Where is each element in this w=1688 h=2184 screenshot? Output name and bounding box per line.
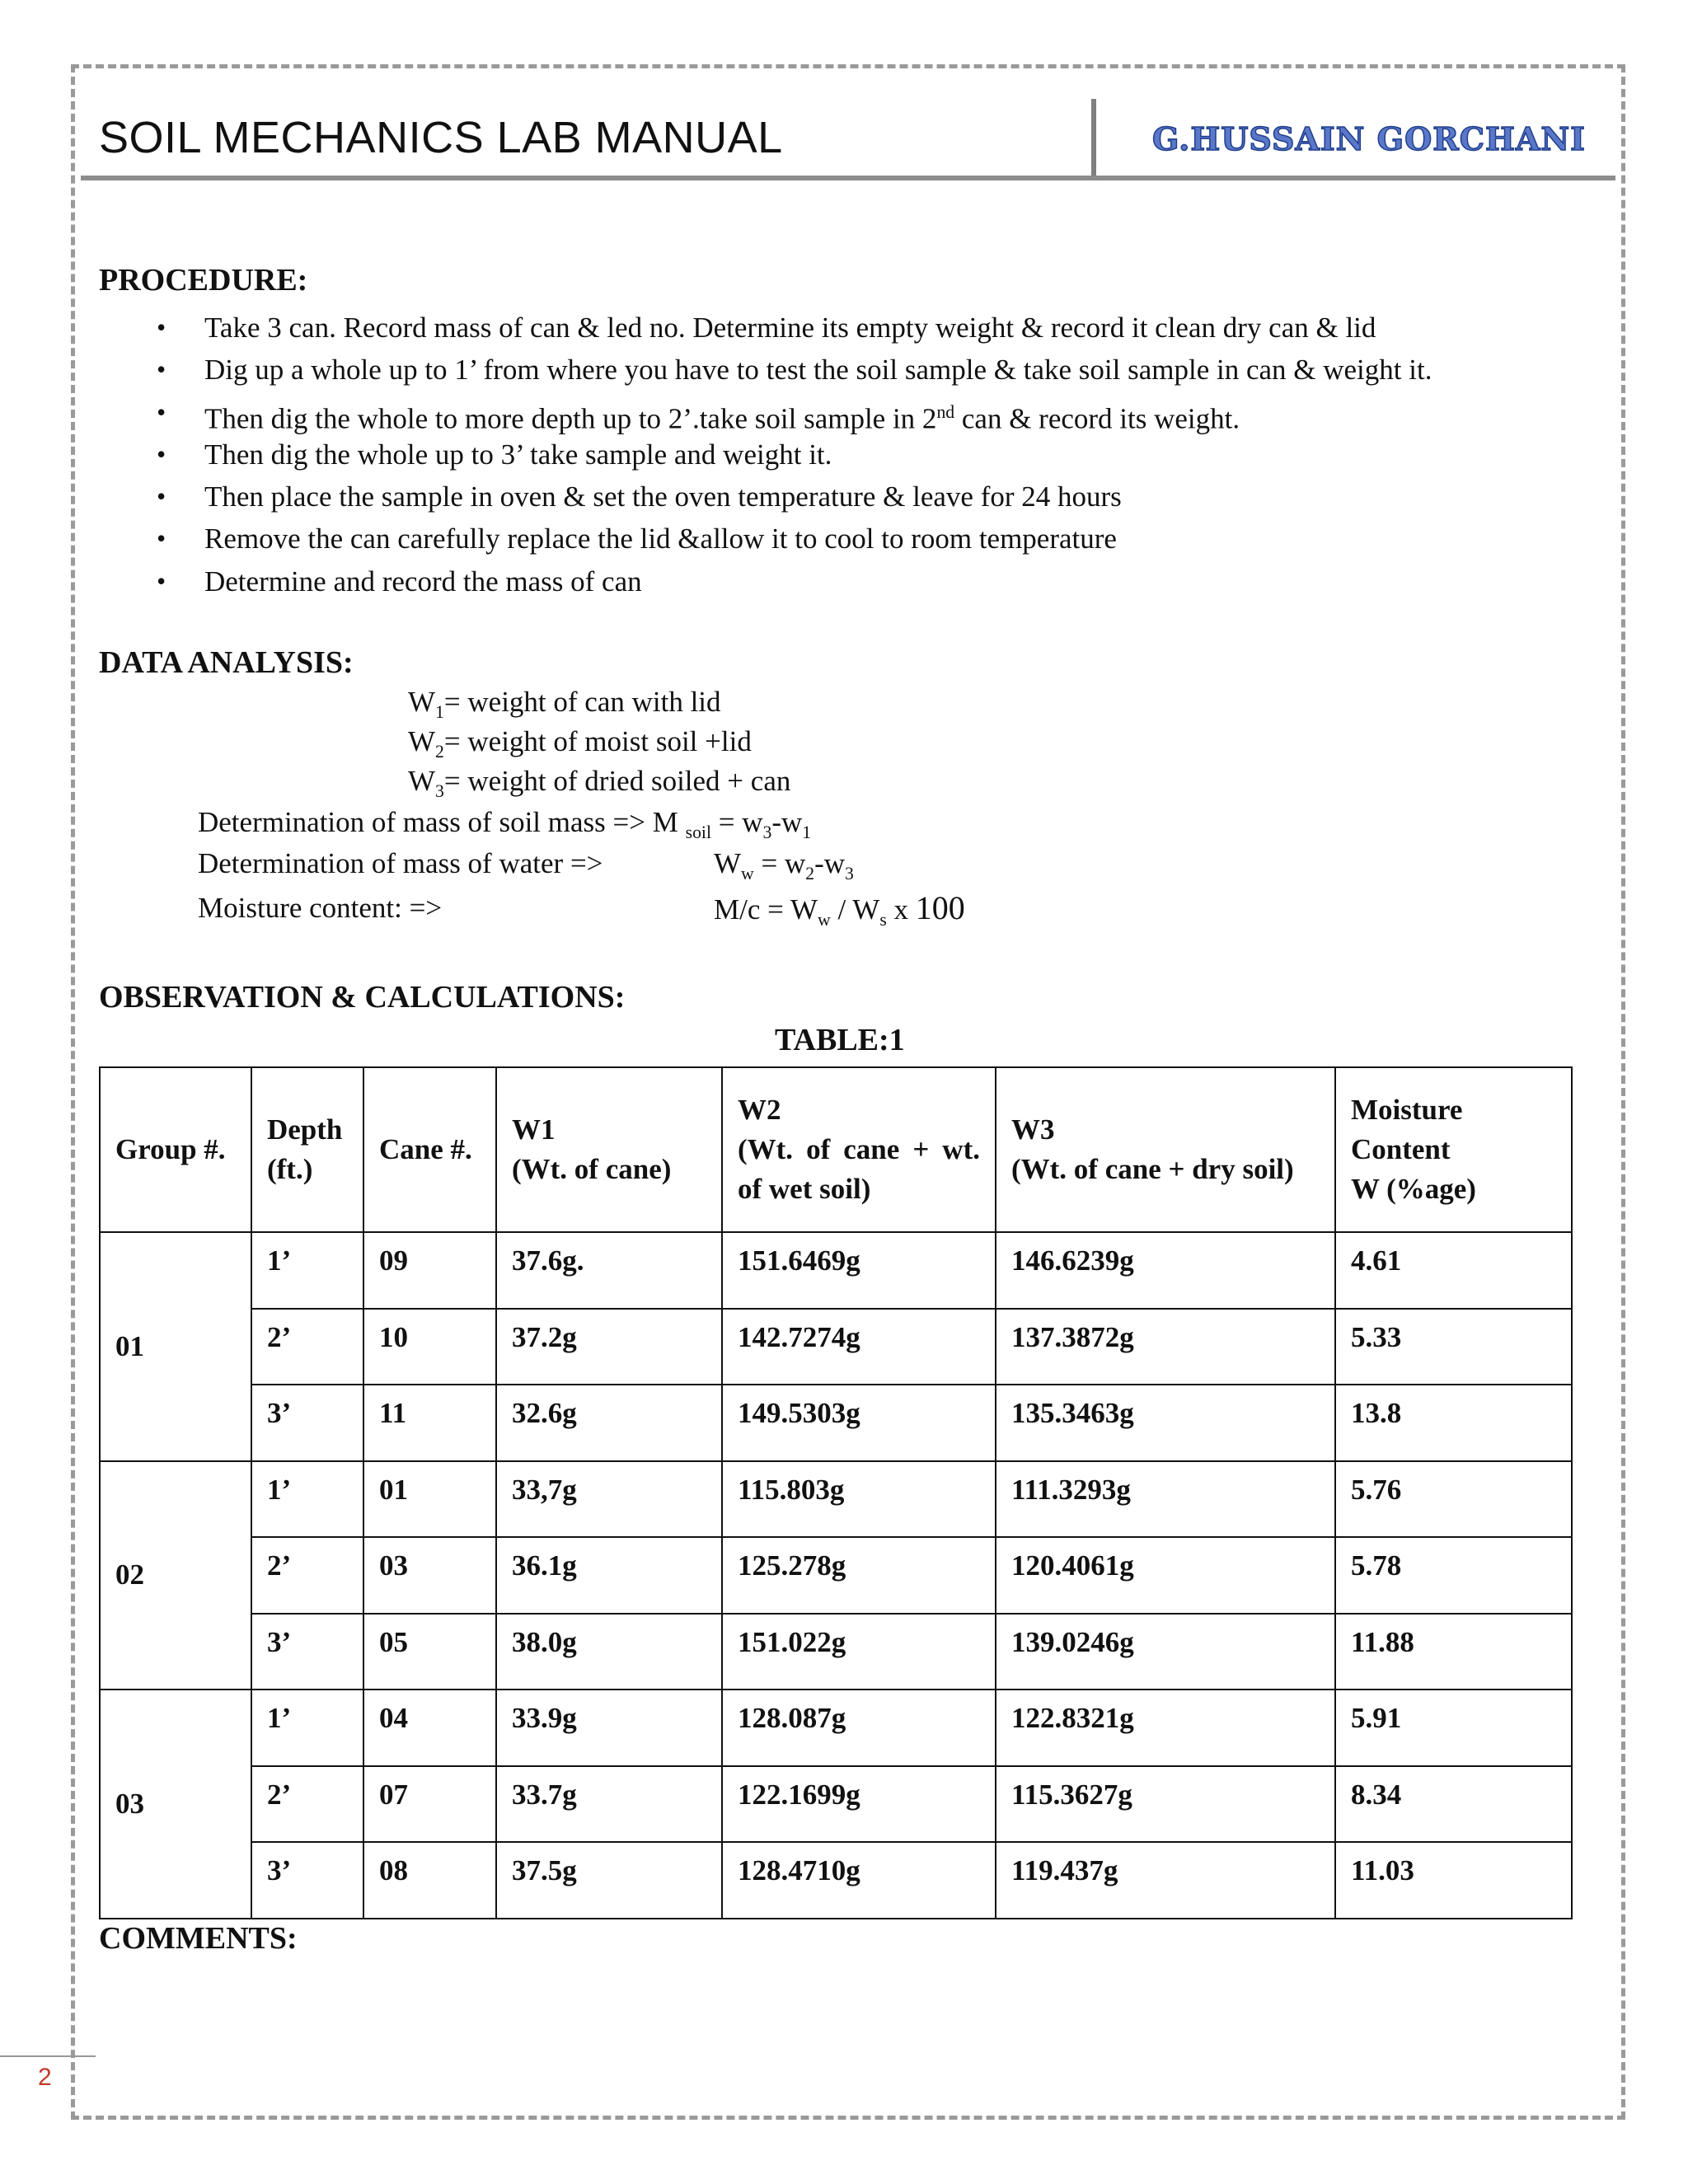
table-cell: 122.8321g	[996, 1690, 1335, 1766]
table-row	[100, 1309, 1572, 1385]
procedure-step: • Then place the sample in oven & set the oven temperature & leave for 24 hours	[157, 476, 1432, 518]
table-row	[100, 1690, 1572, 1766]
table-cell: 3’	[251, 1385, 363, 1461]
observation-table	[99, 1066, 1573, 1919]
table-cell: 37.2g	[496, 1309, 722, 1385]
table-cell: 5.76	[1335, 1461, 1572, 1538]
table-cell: 5.33	[1335, 1309, 1572, 1385]
table-cell: 146.6239g	[996, 1232, 1335, 1309]
table-cell: 11.88	[1335, 1614, 1572, 1690]
table-row	[100, 1232, 1572, 1309]
table-cell: 2’	[251, 1766, 363, 1843]
table-row	[100, 1385, 1572, 1461]
moisture-content-label: Moisture content: =>	[198, 892, 443, 924]
group-cell: 03	[100, 1690, 251, 1919]
table-cell: 5.78	[1335, 1537, 1572, 1614]
observation-heading: OBSERVATION & CALCULATIONS:	[99, 980, 626, 1015]
soil-mass-formula: Determination of mass of soil mass => M $_{soil} = w_3-w_1$	[198, 806, 812, 842]
table-cell: 122.1699g	[722, 1766, 996, 1843]
table-row	[100, 1614, 1572, 1690]
procedure-step: • Remove the can carefully replace the lid &allow it to cool to room temperature	[157, 518, 1432, 560]
table-cell: 120.4061g	[996, 1537, 1335, 1614]
table-cell: 4.61	[1335, 1232, 1572, 1309]
table-row	[100, 1461, 1572, 1538]
table-cell: 01	[363, 1461, 496, 1538]
definition-w3: $W_3=$ weight of dried soiled + can	[408, 765, 791, 801]
table-cell: 128.087g	[722, 1690, 996, 1766]
table-cell: 33.7g	[496, 1766, 722, 1843]
table-cell: 33.9g	[496, 1690, 722, 1766]
column-header-moisture: Moisture Content W (%age)	[1335, 1067, 1572, 1232]
table-row	[100, 1537, 1572, 1614]
header-rule	[81, 176, 1615, 180]
column-header-w1: W1 (Wt. of cane)	[496, 1067, 722, 1232]
header-author: G.HUSSAIN GORCHANI	[1152, 120, 1586, 157]
table-cell: 37.6g.	[496, 1232, 722, 1309]
table-cell: 03	[363, 1537, 496, 1614]
table-cell: 151.6469g	[722, 1232, 996, 1309]
column-header-w2: W2 (Wt. of cane + wt. of wet soil)	[722, 1067, 996, 1232]
comments-heading: COMMENTS:	[99, 1921, 298, 1956]
table-cell: 09	[363, 1232, 496, 1309]
table-cell: 38.0g	[496, 1614, 722, 1690]
table-header-row	[100, 1067, 1572, 1232]
table-cell: 04	[363, 1690, 496, 1766]
table-cell: 149.5303g	[722, 1385, 996, 1461]
column-header-w3: W3 (Wt. of cane + dry soil)	[996, 1067, 1335, 1232]
table-cell: 13.8	[1335, 1385, 1572, 1461]
footer-rule	[0, 2055, 96, 2057]
table-cell: 115.803g	[722, 1461, 996, 1538]
procedure-heading: PROCEDURE:	[99, 263, 308, 298]
procedure-step: • Then dig the whole to more depth up to 2’.take soil sample in 2nd can & record its weight.	[157, 391, 1432, 434]
table-cell: 125.278g	[722, 1537, 996, 1614]
page-number: 2	[38, 2064, 52, 2091]
table-cell: 10	[363, 1309, 496, 1385]
procedure-list	[157, 307, 1432, 602]
table-cell: 11	[363, 1385, 496, 1461]
table-row	[100, 1766, 1572, 1843]
table-cell: 2’	[251, 1309, 363, 1385]
table-cell: 11.03	[1335, 1842, 1572, 1919]
table-cell: 36.1g	[496, 1537, 722, 1614]
column-header-group: Group #.	[100, 1067, 251, 1232]
column-header-depth: Depth (ft.)	[251, 1067, 363, 1232]
column-header-cane: Cane #.	[363, 1067, 496, 1232]
table-caption: TABLE:1	[775, 1023, 905, 1057]
table-cell: 2’	[251, 1537, 363, 1614]
procedure-step: • Dig up a whole up to 1’ from where you have to test the soil sample & take soil sample in can & weight it.	[157, 349, 1432, 391]
table-cell: 139.0246g	[996, 1614, 1335, 1690]
table-cell: 07	[363, 1766, 496, 1843]
table-cell: 115.3627g	[996, 1766, 1335, 1843]
header-title: SOIL MECHANICS LAB MANUAL	[99, 113, 783, 162]
table-cell: 119.437g	[996, 1842, 1335, 1919]
table-cell: 33,7g	[496, 1461, 722, 1538]
moisture-content-formula: $M/c = W_w / W_s$ x 100	[714, 889, 965, 930]
table-row	[100, 1842, 1572, 1919]
table-cell: 08	[363, 1842, 496, 1919]
water-mass-formula: $W_w = w_2-w_3$	[714, 847, 854, 883]
group-cell: 01	[100, 1232, 251, 1461]
table-cell: 142.7274g	[722, 1309, 996, 1385]
table-cell: 37.5g	[496, 1842, 722, 1919]
table-cell: 1’	[251, 1461, 363, 1538]
header-divider	[1091, 99, 1096, 178]
table-cell: 111.3293g	[996, 1461, 1335, 1538]
data-analysis-heading: DATA ANALYSIS:	[99, 645, 354, 680]
procedure-step: • Take 3 can. Record mass of can & led no. Determine its empty weight & record it clean dry can & lid	[157, 307, 1432, 349]
table-cell: 1’	[251, 1232, 363, 1309]
definition-w1: $W_1=$ weight of can with lid	[408, 686, 721, 722]
table-cell: 05	[363, 1614, 496, 1690]
table-cell: 151.022g	[722, 1614, 996, 1690]
table-cell: 32.6g	[496, 1385, 722, 1461]
water-mass-label: Determination of mass of water =>	[198, 847, 603, 879]
table-cell: 1’	[251, 1690, 363, 1766]
table-cell: 3’	[251, 1614, 363, 1690]
procedure-step: • Determine and record the mass of can	[157, 560, 1432, 602]
table-cell: 137.3872g	[996, 1309, 1335, 1385]
group-cell: 02	[100, 1461, 251, 1690]
procedure-step: • Then dig the whole up to 3’ take sample and weight it.	[157, 434, 1432, 476]
table-cell: 8.34	[1335, 1766, 1572, 1843]
table-cell: 135.3463g	[996, 1385, 1335, 1461]
table-cell: 128.4710g	[722, 1842, 996, 1919]
table-cell: 5.91	[1335, 1690, 1572, 1766]
table-cell: 3’	[251, 1842, 363, 1919]
definition-w2: $W_2=$ weight of moist soil +lid	[408, 725, 752, 762]
